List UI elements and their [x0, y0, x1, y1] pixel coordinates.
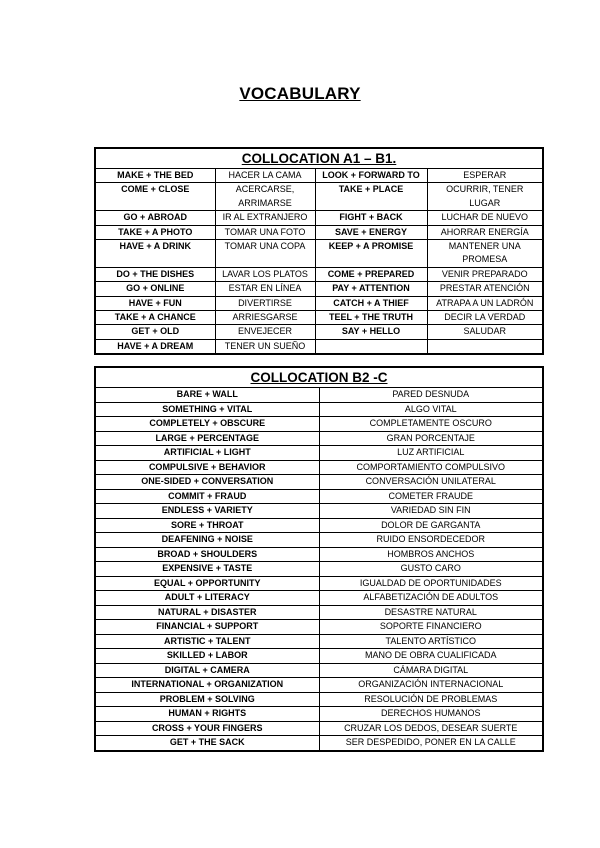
table-row	[95, 489, 543, 504]
table-row	[95, 325, 543, 339]
translation-cell: GUSTO CARO	[319, 562, 543, 577]
translation-cell: PARED DESNUDA	[319, 388, 543, 403]
table-row	[95, 576, 543, 591]
table-row	[95, 736, 543, 751]
translation-cell: SER DESPEDIDO, PONER EN LA CALLE	[319, 736, 543, 751]
translation-cell: LUZ ARTIFICIAL	[319, 446, 543, 461]
table-row	[95, 339, 543, 354]
translation-cell: CRUZAR LOS DEDOS, DESEAR SUERTE	[319, 721, 543, 736]
table-row	[95, 562, 543, 577]
collocation-cell: COMPLETELY + OBSCURE	[95, 417, 319, 432]
collocation-cell: TEEL + THE TRUTH	[315, 311, 427, 325]
table-row	[95, 460, 543, 475]
translation-cell: HOMBROS ANCHOS	[319, 547, 543, 562]
collocation-cell: ENDLESS + VARIETY	[95, 504, 319, 519]
translation-cell: ACERCARSE, ARRIMARSE	[215, 183, 315, 211]
translation-cell: GRAN PORCENTAJE	[319, 431, 543, 446]
translation-cell: IGUALDAD DE OPORTUNIDADES	[319, 576, 543, 591]
translation-cell: MANTENER UNA PROMESA	[427, 240, 543, 268]
page-title: VOCABULARY	[239, 84, 361, 103]
collocation-cell: GO + ONLINE	[95, 282, 215, 296]
translation-cell: TOMAR UNA COPA	[215, 240, 315, 268]
translation-cell: LAVAR LOS PLATOS	[215, 267, 315, 281]
table-row	[95, 634, 543, 649]
table-row	[95, 475, 543, 490]
table-row	[95, 518, 543, 533]
translation-cell: DESASTRE NATURAL	[319, 605, 543, 620]
table-row	[95, 211, 543, 225]
collocation-cell: MAKE + THE BED	[95, 169, 215, 183]
table-row	[95, 649, 543, 664]
collocation-cell: CROSS + YOUR FINGERS	[95, 721, 319, 736]
collocation-cell: LOOK + FORWARD TO	[315, 169, 427, 183]
translation-cell: TALENTO ARTÍSTICO	[319, 634, 543, 649]
collocation-cell: ADULT + LITERACY	[95, 591, 319, 606]
table-b-caption: COLLOCATION B2 -C	[95, 367, 543, 388]
translation-cell: RUIDO ENSORDECEDOR	[319, 533, 543, 548]
table-row	[95, 169, 543, 183]
collocation-cell: NATURAL + DISASTER	[95, 605, 319, 620]
table-row	[95, 240, 543, 268]
collocation-cell	[315, 339, 427, 354]
table-row	[95, 721, 543, 736]
translation-cell: CÁMARA DIGITAL	[319, 663, 543, 678]
collocation-cell: EQUAL + OPPORTUNITY	[95, 576, 319, 591]
collocation-cell: GET + OLD	[95, 325, 215, 339]
translation-cell: COMPORTAMIENTO COMPULSIVO	[319, 460, 543, 475]
translation-cell: DERECHOS HUMANOS	[319, 707, 543, 722]
table-row	[95, 547, 543, 562]
translation-cell: ALFABETIZACIÓN DE ADULTOS	[319, 591, 543, 606]
translation-cell: TOMAR UNA FOTO	[215, 225, 315, 239]
collocation-cell: SORE + THROAT	[95, 518, 319, 533]
translation-cell: ARRIESGARSE	[215, 311, 315, 325]
translation-cell: ORGANIZACIÓN INTERNACIONAL	[319, 678, 543, 693]
table-row	[95, 282, 543, 296]
collocation-cell: COME + CLOSE	[95, 183, 215, 211]
collocation-cell: HAVE + FUN	[95, 296, 215, 310]
collocation-cell: DO + THE DISHES	[95, 267, 215, 281]
collocation-cell: COMPULSIVE + BEHAVIOR	[95, 460, 319, 475]
table-row	[95, 225, 543, 239]
collocation-b2-c-table	[94, 366, 544, 752]
collocation-cell: FINANCIAL + SUPPORT	[95, 620, 319, 635]
collocation-cell: TAKE + A PHOTO	[95, 225, 215, 239]
collocation-cell: ONE-SIDED + CONVERSATION	[95, 475, 319, 490]
collocation-cell: HAVE + A DREAM	[95, 339, 215, 354]
collocation-cell: SAVE + ENERGY	[315, 225, 427, 239]
collocation-cell: SOMETHING + VITAL	[95, 402, 319, 417]
translation-cell: DECIR LA VERDAD	[427, 311, 543, 325]
table-row	[95, 605, 543, 620]
collocation-cell: BROAD + SHOULDERS	[95, 547, 319, 562]
collocation-cell: SKILLED + LABOR	[95, 649, 319, 664]
translation-cell: VENIR PREPARADO	[427, 267, 543, 281]
table-row	[95, 533, 543, 548]
translation-cell: SOPORTE FINANCIERO	[319, 620, 543, 635]
table-row	[95, 620, 543, 635]
translation-cell: RESOLUCIÓN DE PROBLEMAS	[319, 692, 543, 707]
translation-cell: OCURRIR, TENER LUGAR	[427, 183, 543, 211]
table-row	[95, 388, 543, 403]
collocation-cell: SAY + HELLO	[315, 325, 427, 339]
collocation-cell: TAKE + PLACE	[315, 183, 427, 211]
translation-cell: COMPLETAMENTE OSCURO	[319, 417, 543, 432]
collocation-cell: INTERNATIONAL + ORGANIZATION	[95, 678, 319, 693]
collocation-cell: EXPENSIVE + TASTE	[95, 562, 319, 577]
translation-cell: PRESTAR ATENCIÓN	[427, 282, 543, 296]
translation-cell: DIVERTIRSE	[215, 296, 315, 310]
collocation-a1-b1-table	[94, 147, 544, 355]
translation-cell: CONVERSACIÓN UNILATERAL	[319, 475, 543, 490]
table-row	[95, 504, 543, 519]
table-row	[95, 591, 543, 606]
collocation-cell: TAKE + A CHANCE	[95, 311, 215, 325]
table-row	[95, 402, 543, 417]
table-row	[95, 267, 543, 281]
collocation-cell: COME + PREPARED	[315, 267, 427, 281]
collocation-cell: FIGHT + BACK	[315, 211, 427, 225]
translation-cell: AHORRAR ENERGÍA	[427, 225, 543, 239]
translation-cell: ESTAR EN LÍNEA	[215, 282, 315, 296]
translation-cell: ATRAPA A UN LADRÓN	[427, 296, 543, 310]
collocation-cell: GET + THE SACK	[95, 736, 319, 751]
translation-cell: MANO DE OBRA CUALIFICADA	[319, 649, 543, 664]
collocation-cell: ARTIFICIAL + LIGHT	[95, 446, 319, 461]
collocation-cell: HUMAN + RIGHTS	[95, 707, 319, 722]
table-row	[95, 417, 543, 432]
table-row	[95, 431, 543, 446]
collocation-cell: DIGITAL + CAMERA	[95, 663, 319, 678]
table-row	[95, 311, 543, 325]
collocation-cell: PROBLEM + SOLVING	[95, 692, 319, 707]
translation-cell: ESPERAR	[427, 169, 543, 183]
collocation-cell: GO + ABROAD	[95, 211, 215, 225]
collocation-cell: DEAFENING + NOISE	[95, 533, 319, 548]
translation-cell: LUCHAR DE NUEVO	[427, 211, 543, 225]
translation-cell: VARIEDAD SIN FIN	[319, 504, 543, 519]
table-row	[95, 183, 543, 211]
table-row	[95, 692, 543, 707]
table-row	[95, 446, 543, 461]
translation-cell: ALGO VITAL	[319, 402, 543, 417]
collocation-cell: CATCH + A THIEF	[315, 296, 427, 310]
translation-cell: ENVEJECER	[215, 325, 315, 339]
collocation-cell: BARE + WALL	[95, 388, 319, 403]
table-row	[95, 296, 543, 310]
table-row	[95, 663, 543, 678]
collocation-cell: LARGE + PERCENTAGE	[95, 431, 319, 446]
translation-cell: DOLOR DE GARGANTA	[319, 518, 543, 533]
table-row	[95, 678, 543, 693]
collocation-cell: KEEP + A PROMISE	[315, 240, 427, 268]
table-row	[95, 707, 543, 722]
translation-cell: IR AL EXTRANJERO	[215, 211, 315, 225]
collocation-cell: HAVE + A DRINK	[95, 240, 215, 268]
collocation-cell: COMMIT + FRAUD	[95, 489, 319, 504]
translation-cell: TENER UN SUEÑO	[215, 339, 315, 354]
translation-cell: SALUDAR	[427, 325, 543, 339]
collocation-cell: PAY + ATTENTION	[315, 282, 427, 296]
collocation-cell: ARTISTIC + TALENT	[95, 634, 319, 649]
translation-cell: HACER LA CAMA	[215, 169, 315, 183]
translation-cell: COMETER FRAUDE	[319, 489, 543, 504]
translation-cell	[427, 339, 543, 354]
table-a-caption: COLLOCATION A1 – B1.	[95, 148, 543, 169]
